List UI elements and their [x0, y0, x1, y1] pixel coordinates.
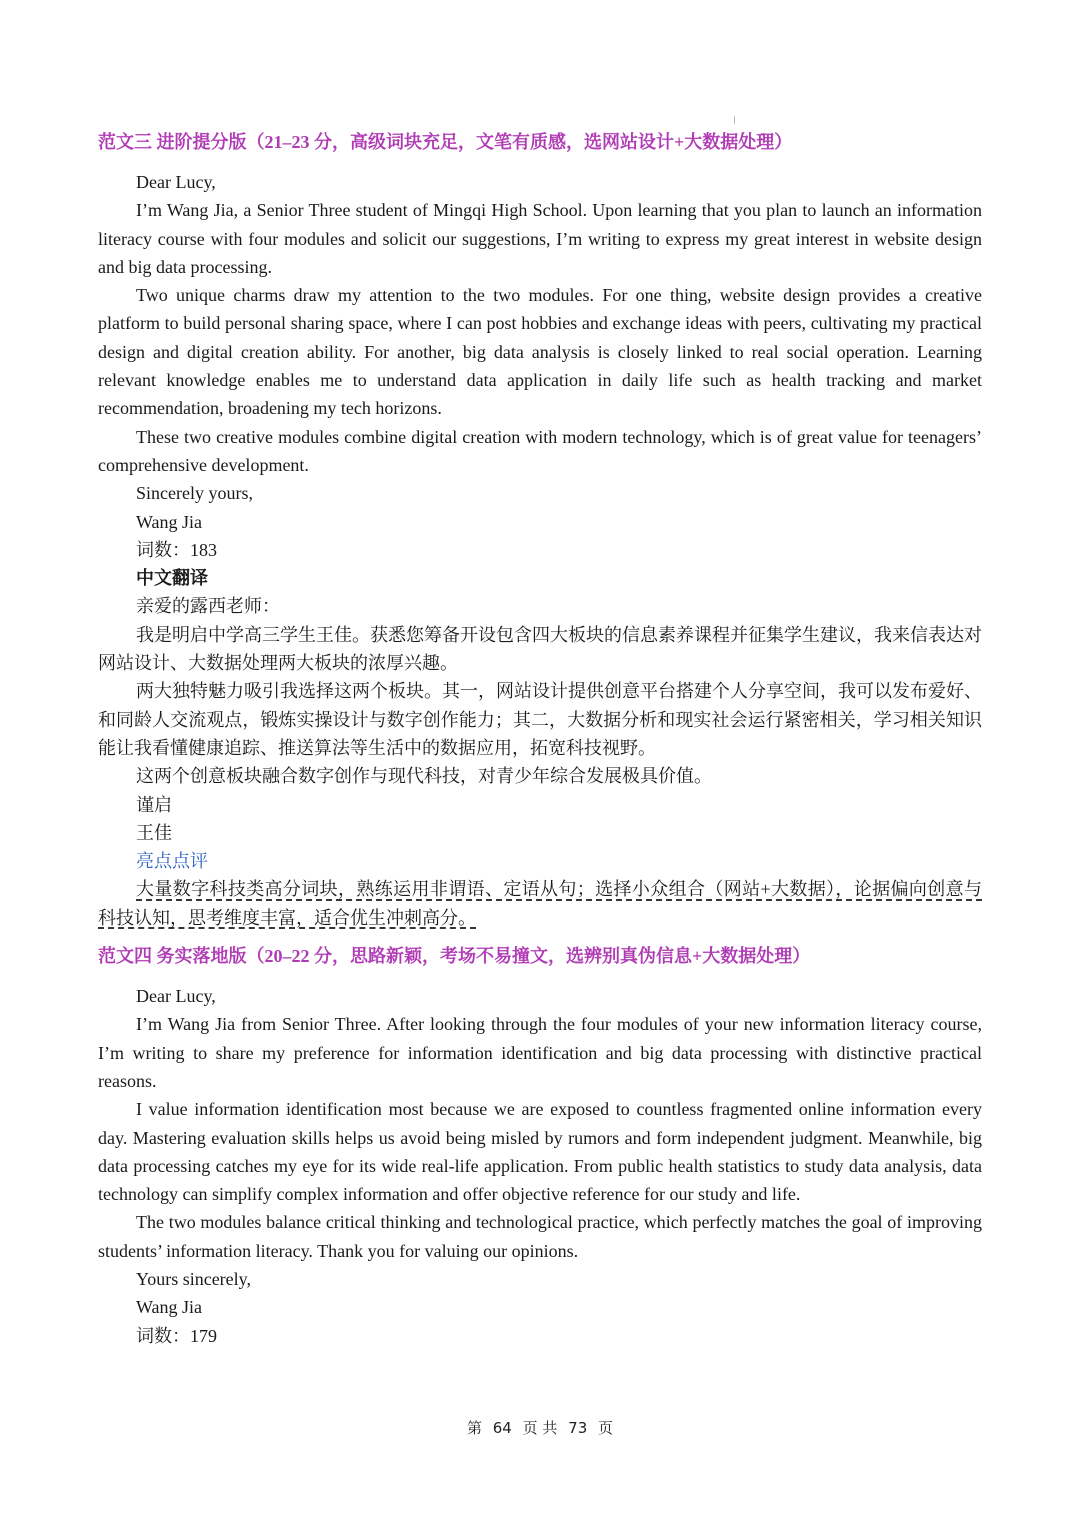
essay3-signature: Wang Jia	[136, 511, 203, 532]
essay3-greeting: Dear Lucy,	[136, 172, 216, 192]
essay3-heading	[98, 128, 982, 156]
translation-signature: 王佳	[136, 822, 172, 843]
essay4-closing: Yours sincerely,	[136, 1268, 251, 1289]
footer-page-number: 64	[492, 1419, 512, 1437]
translation-label: 中文翻译	[136, 568, 208, 589]
essay3-heading-score: 21–23	[264, 132, 310, 152]
essay4-paragraph-3: The two modules balance critical thinking and technological practice, which perfectly matches the goal of improving students’ information literacy. Thank you for valuing our opinions.	[98, 1212, 982, 1261]
essay4-paragraph-1: I’m Wang Jia from Senior Three. After looking through the four modules of your new information literacy course, I’m writing to share my preference for information identification and big data processing with distinctive practical reasons.	[98, 1014, 982, 1091]
footer-total-pages: 73	[568, 1419, 588, 1437]
essay4-signature: Wang Jia	[136, 1297, 203, 1318]
footer-middle: 页 共	[522, 1419, 558, 1437]
essay3-heading-prefix: 范文三 进阶提分版（	[98, 132, 265, 152]
translation-paragraph-1: 我是明启中学高三学生王佳。获悉您筹备开设包含四大板块的信息素养课程并征集学生建议，我来信表达对网站设计、大数据处理两大板块的浓厚兴趣。	[98, 624, 982, 674]
footer-suffix: 页	[598, 1419, 614, 1437]
essay3-paragraph-1: I’m Wang Jia, a Senior Three student of Mingqi High School. Upon learning that you plan to launch an information literacy course with four modules and solicit our suggestions, I’m writing to express my great interest in website design and big data processing.	[98, 200, 982, 277]
essay3-paragraph-3: These two creative modules combine digital creation with modern technology, which is of great value for teenagers’ comprehensive development.	[98, 426, 982, 475]
document-page	[98, 128, 982, 1350]
essay4-heading-score: 20–22	[264, 946, 310, 967]
essay4-heading-prefix: 范文四 务实落地版（	[98, 946, 265, 967]
essay4-greeting: Dear Lucy,	[136, 986, 216, 1007]
translation-closing: 谨启	[136, 794, 172, 815]
highlight-comment	[98, 875, 982, 932]
essay4-heading	[98, 942, 982, 970]
essay3-word-count: 词数：183	[136, 539, 217, 560]
essay3-paragraph-2: Two unique charms draw my attention to the two modules. For one thing, website design provides a creative platform to build personal sharing space, where I can post hobbies and exchange ideas with peers, cultivating my practical design and digital creation ability. For another, big data analysis is closely linked to real social operation. Learning relevant knowledge enables me to understand data application in daily life such as health tracking and market recommendation, broadening my tech horizons.	[98, 285, 982, 419]
essay4-paragraph-2: I value information identification most because we are exposed to countless fragmented online information every day. Mastering evaluation skills helps us avoid being misled by rumors and form independent judgment. Meanwhile, big data processing catches my eye for its wide real-life application. From public health statistics to study data analysis, data technology can simplify complex information and offer objective reference for our study and life.	[98, 1099, 982, 1205]
highlight-text: 大量数字科技类高分词块，熟练运用非谓语、定语从句；选择小众组合（网站+大数据），论据偏向创意与科技认知，思考维度丰富，适合优生冲刺高分。	[98, 879, 982, 928]
page-footer	[0, 1417, 1080, 1439]
footer-prefix: 第	[466, 1419, 482, 1437]
scan-mark	[734, 116, 735, 124]
translation-greeting: 亲爱的露西老师：	[136, 596, 280, 617]
essay4-word-count: 词数：179	[136, 1325, 217, 1346]
translation-paragraph-3: 这两个创意板块融合数字创作与现代科技，对青少年综合发展极具价值。	[136, 766, 712, 787]
translation-paragraph-2: 两大独特魅力吸引我选择这两个板块。其一，网站设计提供创意平台搭建个人分享空间，我可以发布爱好、和同龄人交流观点，锻炼实操设计与数字创作能力；其二，大数据分析和现实社会运行紧密相关，学习相关知识能让我看懂健康追踪、推送算法等生活中的数据应用，拓宽科技视野。	[98, 681, 982, 758]
essay3-closing: Sincerely yours,	[136, 483, 253, 504]
highlight-label: 亮点点评	[136, 851, 208, 872]
essay4-heading-suffix: 分，思路新颖，考场不易撞文，选辨别真伪信息+大数据处理）	[309, 946, 811, 967]
essay3-heading-suffix: 分，高级词块充足，文笔有质感，选网站设计+大数据处理）	[309, 132, 793, 152]
